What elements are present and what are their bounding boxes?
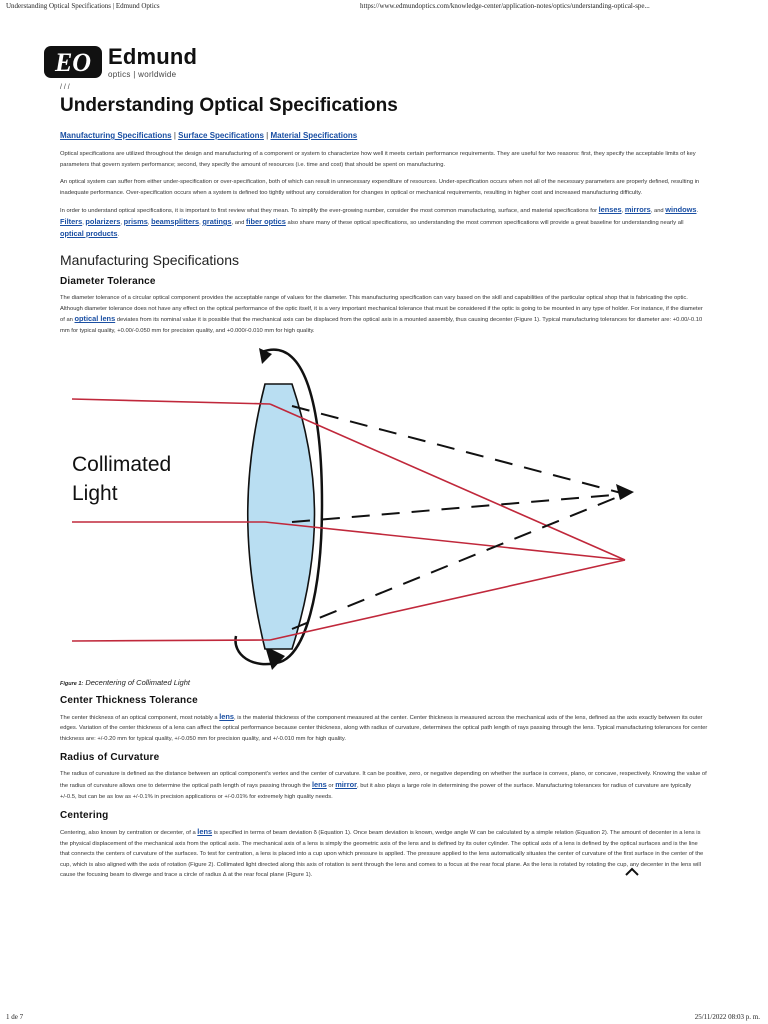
figure-label-light: Light [72, 481, 118, 505]
print-header-url: https://www.edmundoptics.com/knowledge-center/application-notes/optics/understanding-optical-spe... [360, 2, 650, 10]
refracted-ray-bottom [270, 560, 625, 640]
page-title: Understanding Optical Specifications [60, 95, 398, 116]
centering-paragraph: Centering, also known by centration or decenter, of a lens is specified in terms of beam deviation δ (Equation 1). Once beam deviation is known, wedge angle W can be calculated by a simple relation (Equation 2). The amount of decenter in a lens is the physical displacement of the mechanical axis from the optical axis. The mechanical axis of a lens is simply the geometric axis of the lens and is defined by its outer cylinder. The optical axis of a lens is defined by the optical surfaces and is the line that connects the centers of curvature of the surfaces. To test for centration, a lens is placed into a cup upon which pressure is applied. The pressure applied to the lens automatically situates the center of curvature of the first surface in the center of the cup, which is also aligned with the axis of rotation (Figure 2). Collimated light directed along this axis of rotation is sent through the lens and comes to a focus at the rear focal plane. As the lens is rotated by rotating the cup, any decenter in the lens will cause the focusing beam to diverge and trace a circle of radius Δ at the rear focal plane (Figure 1). [60, 827, 704, 879]
link-windows[interactable]: windows [665, 205, 697, 215]
print-footer [0, 1010, 768, 1024]
intro-paragraph-2: An optical system can suffer from either under-specification or over-specification, both of which can result in unnecessary expenditure of resources. Under-specification occurs when not all of the necessary parameters are properly defined, resulting in inadequate performance. Over-specification occurs when a system is defined too tightly without any consideration for changes in optical or mechanical requirements, resulting in higher cost and increased manufacturing difficulty. [60, 179, 700, 196]
link-optical-products[interactable]: optical products [60, 228, 118, 238]
dashed-ray-top [292, 406, 625, 494]
center-thickness-paragraph: The center thickness of an optical component, most notably a lens, is the material thickness of the component measured at the center. Center thickness is measured across the mechanical axis of the lens, defined as the axis exactly between its outer edges. Variation of the center thickness of a lens can affect the optical performance because center thickness, along with radius of curvature, determines the optical path length of rays passing through the lens. Typical manufacturing tolerances for center thickness are: +/-0.20 mm for typical quality, +/-0.050 mm for precision quality, and +/-0.010 mm for high quality. [60, 711, 708, 742]
link-manufacturing-specifications[interactable]: Manufacturing Specifications [60, 131, 172, 140]
link-mirror[interactable]: mirror [335, 779, 357, 789]
link-lens[interactable]: lens [219, 711, 234, 721]
link-polarizers[interactable]: polarizers [85, 216, 121, 226]
dashed-ray-middle [292, 494, 625, 522]
link-optical-lens[interactable]: optical lens [74, 314, 116, 324]
section-heading-manufacturing: Manufacturing Specifications [60, 252, 239, 269]
focus-arrowhead [616, 484, 634, 500]
link-filters[interactable]: Filters [60, 216, 83, 226]
link-material-specifications[interactable]: Material Specifications [270, 131, 358, 140]
link-surface-specifications[interactable]: Surface Specifications [178, 131, 264, 140]
heading-diameter-tolerance: Diameter Tolerance [60, 276, 156, 288]
incoming-ray-top [72, 399, 270, 404]
print-datetime: 25/11/2022 08:03 p. m. [694, 1013, 760, 1021]
section-links [60, 131, 708, 140]
figure-decentering-diagram [60, 344, 708, 674]
link-gratings[interactable]: gratings [202, 216, 232, 226]
link-beamsplitters[interactable]: beamsplitters [151, 216, 200, 226]
radius-paragraph: The radius of curvature is defined as the distance between an optical component's vertex and the center of curvature. It can be positive, zero, or negative depending on whether the surface is convex, plano, or concave, respectively. Knowing the value of the radius of curvature allows one to determine the optical path length of rays passing through the lens or mirror, but it also plays a large role in determining the power of the surface. Manufacturing tolerances for radius of curvature are typically +/-0.5, but can be as low as +/-0.1% in precision applications or +/-0.01% for extremely high quality needs. [60, 771, 707, 800]
link-lens[interactable]: lens [312, 779, 327, 789]
edmund-optics-logo[interactable] [44, 46, 234, 78]
link-fiber-optics[interactable]: fiber optics [246, 216, 286, 226]
decentering-svg [60, 344, 708, 674]
heading-radius-of-curvature: Radius of Curvature [60, 752, 160, 764]
link-prisms[interactable]: prisms [123, 216, 148, 226]
lens-shape [248, 384, 315, 649]
svg-text:EO: EO [54, 48, 92, 77]
print-header-title: Understanding Optical Specifications | Edmund Optics [6, 2, 160, 10]
intro-paragraph-1: Optical specifications are utilized throughout the design and manufacturing of a component or system to characterize how well it meets certain performance requirements. They are useful for two reasons: first, they specify the acceptable limits of key parameters that govern system performance; second, they specify the amount of resources (i.e. time and cost) that should be spent on manufacturing. [60, 151, 696, 168]
diameter-paragraph: The diameter tolerance of a circular optical component provides the acceptable range of values for the diameter. This manufacturing specification can vary based on the skill and capabilities of the particular optical shop that is fabricating the optic. Although diameter tolerance does not have any effect on the optical performance of the optic itself, it is a very important mechanical tolerance that must be considered if the optic is going to be mounted in any type of holder. For instance, if the diameter of an optical lens deviates from its nominal value it is possible that the mechanical axis can be displaced from the optical axis in a mounted assembly, thus causing decenter (Figure 1). Typical manufacturing tolerances for diameter are: +0.00/-0.10 mm for typical quality, +0.00/-0.050 mm for precision quality, and +0.000/-0.010 mm for high quality. [60, 295, 703, 334]
intro-paragraph-3: In order to understand optical specifications, it is important to first review what they mean. To simplify the ever-growing number, consider the most common manufacturing, surface, and material specifications for lenses, mirrors, and windows. Filters, polarizers, prisms, beamsplitters, gratings, and fiber optics also share many of these optical specifications, so understanding the most common specifications will provide a great baseline for understanding nearly all optical products. [60, 205, 699, 238]
link-lens[interactable]: lens [197, 827, 213, 837]
breadcrumb[interactable]: / / / [60, 84, 70, 91]
toc-separator: | [173, 131, 176, 140]
heading-center-thickness: Center Thickness Tolerance [60, 694, 198, 706]
chevron-up-icon[interactable] [622, 862, 642, 882]
article [60, 84, 708, 888]
page-number: 1 de 7 [6, 1013, 24, 1021]
print-header [0, 0, 768, 12]
logo-tagline: optics | worldwide [108, 70, 177, 79]
link-mirrors[interactable]: mirrors [624, 205, 651, 215]
eo-logo-mark [44, 46, 102, 78]
heading-centering: Centering [60, 810, 109, 822]
figure-1-caption: Figure 1: Decentering of Collimated Light [60, 677, 190, 687]
link-lenses[interactable]: lenses [598, 205, 622, 215]
refracted-ray-top [270, 404, 625, 560]
incoming-ray-bottom [72, 640, 270, 641]
dashed-ray-bottom [292, 494, 625, 629]
logo-name: Edmund [108, 44, 198, 69]
toc-separator: | [266, 131, 269, 140]
figure-label-collimated: Collimated [72, 452, 172, 476]
